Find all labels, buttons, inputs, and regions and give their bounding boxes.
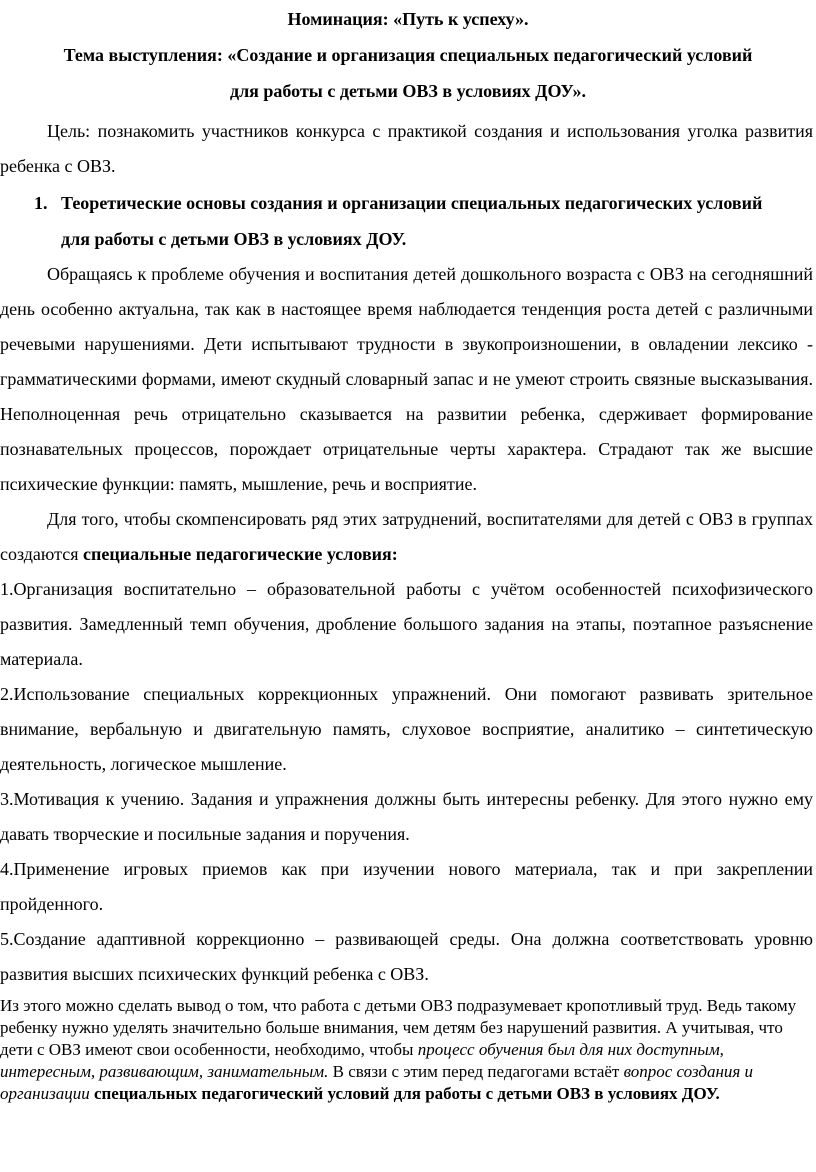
goal-paragraph: Цель: познакомить участников конкурса с практикой создания и использования уголка развития ребенка с ОВЗ. bbox=[0, 121, 813, 176]
condition-item-1: 1.Организация воспитательно – образовательной работы с учётом особенностей психофизического развития. Замедленный темп обучения, дробление большого задания на этапы, поэтапное разъяснение материала. bbox=[0, 579, 813, 669]
section-1-number: 1. bbox=[34, 193, 48, 213]
condition-item-2: 2.Использование специальных коррекционных упражнений. Они помогают развивать зрительное внимание, вербальную и двигательную память, слуховое восприятие, аналитико – синтетическую деятельность, логическое мышление. bbox=[0, 684, 813, 774]
nomination-title: Номинация: «Путь к успеху». bbox=[287, 9, 529, 29]
conclusion-italic-2: вопрос создания и организации bbox=[0, 1062, 754, 1103]
conclusion-bold-final: специальных педагогический условий для работы с детьми ОВЗ в условиях ДОУ. bbox=[93, 1084, 720, 1103]
paragraph-2-text: Для того, чтобы скомпенсировать ряд этих затруднений, воспитателями для детей с ОВЗ в группах создаются bbox=[0, 509, 813, 564]
condition-item-3: 3.Мотивация к учению. Задания и упражнения должны быть интересны ребенку. Для этого нужно ему давать творческие и посильные задания и поручения. bbox=[0, 789, 813, 844]
conclusion-text-1: Из этого можно сделать вывод о том, что работа с детьми ОВЗ подразумевает кропотливый труд. Ведь такому ребенку нужно уделять значительно больше внимания, чем детям без нарушений развития. А учитывая, что дети с ОВЗ имеют свои особенности, необходимо, чтобы bbox=[0, 996, 797, 1059]
section-1-heading bbox=[0, 185, 816, 257]
topic-title-line-1: Тема выступления: «Создание и организация специальных педагогический условий bbox=[63, 45, 753, 65]
conclusion-italic-1: процесс обучения был для них доступным, интересным, развивающим, занимательным. bbox=[0, 1040, 724, 1081]
body-paragraph-1: Обращаясь к проблеме обучения и воспитания детей дошкольного возраста с ОВЗ на сегодняшний день особенно актуальна, так как в настоящее время наблюдается тенденция роста детей с различными речевыми нарушениями. Дети испытывают трудности в звукопроизношении, в овладении лексико - грамматическими формами, имеют скудный словарный запас и не умеют строить связные высказывания. Неполноценная речь отрицательно сказывается на развитии ребенка, сдерживает формирование познавательных процессов, порождает отрицательные черты характера. Страдают так же высшие психические функции: память, мышление, речь и восприятие. bbox=[0, 264, 813, 494]
conclusion-paragraph bbox=[0, 995, 816, 1105]
paragraph-2-bold: специальные педагогические условия: bbox=[83, 544, 398, 564]
body-paragraph-2 bbox=[0, 502, 816, 572]
condition-item-5: 5.Создание адаптивной коррекционно – развивающей среды. Она должна соответствовать уровню развития высших психических функций ребенка с ОВЗ. bbox=[0, 929, 813, 984]
condition-item-4: 4.Применение игровых приемов как при изучении нового материала, так и при закреплении пройденного. bbox=[0, 859, 813, 914]
section-1-heading-text: Теоретические основы создания и организации специальных педагогических условий для работы с детьми ОВЗ в условиях ДОУ. bbox=[61, 193, 763, 249]
topic-title-line-2: для работы с детьми ОВЗ в условиях ДОУ». bbox=[229, 81, 587, 101]
conclusion-text-2: В связи с этим перед педагогами встаёт bbox=[332, 1062, 620, 1081]
